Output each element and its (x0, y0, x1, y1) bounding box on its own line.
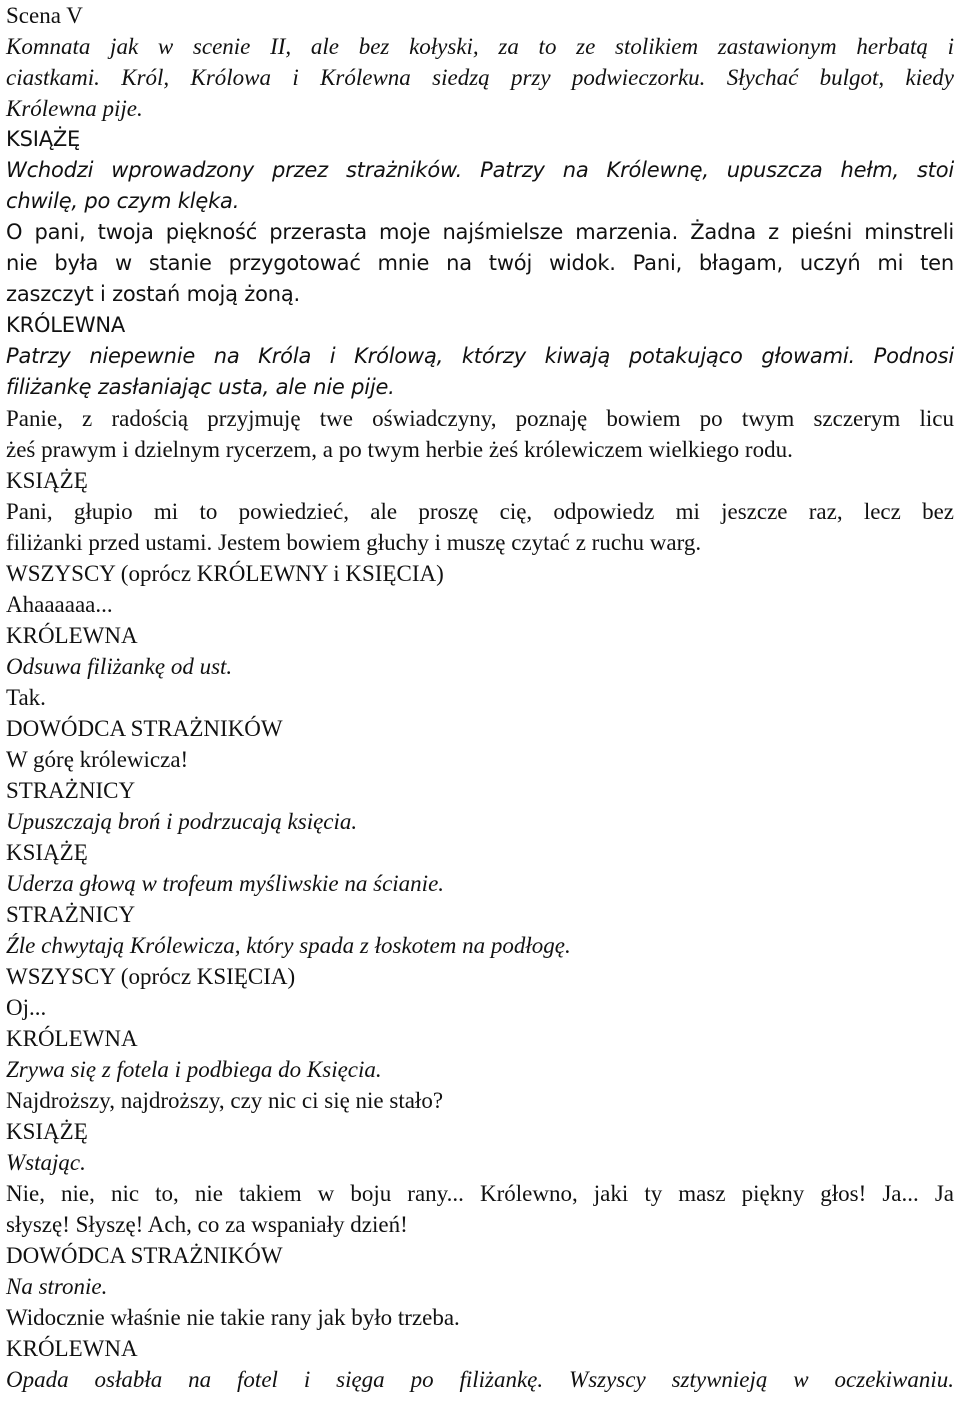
dialogue-line: Widocznie właśnie nie takie rany jak było trzeba. (6, 1305, 460, 1330)
stage-direction: Zrywa się z fotela i podbiega do Księcia. (6, 1057, 382, 1082)
stage-direction: Na stronie. (6, 1274, 108, 1299)
stage-direction: chwilę, po czym klęka. (6, 189, 240, 213)
dialogue-line: nie była w stanie przygotować mnie na twój widok. Pani, błagam, uczyń mi ten (6, 251, 954, 275)
stage-direction: Komnata jak w scenie II, ale bez kołyski, za to ze stolikiem zastawionym herbatą i (6, 34, 954, 59)
character-name: KSIĄŻĘ (6, 840, 88, 865)
stage-direction: Upuszczają broń i podrzucają księcia. (6, 809, 358, 834)
character-name: WSZYSCY (oprócz KRÓLEWNY i KSIĘCIA) (6, 561, 444, 586)
character-name: STRAŻNICY (6, 902, 136, 927)
scene-heading: Scena V (6, 3, 83, 28)
character-name: KRÓLEWNA (6, 1336, 138, 1361)
stage-direction: Patrzy niepewnie na Króla i Królową, którzy kiwają potakująco głowami. Podnosi (6, 344, 954, 368)
stage-direction: Źle chwytają Królewicza, który spada z łoskotem na podłogę. (6, 933, 571, 958)
stage-direction: ciastkami. Król, Królowa i Królewna siedzą przy podwieczorku. Słychać bulgot, kiedy (6, 65, 954, 90)
dialogue-line: Oj... (6, 995, 47, 1020)
stage-direction: Uderza głową w trofeum myśliwskie na ścianie. (6, 871, 445, 896)
character-name: KRÓLEWNA (6, 313, 126, 337)
character-name: KSIĄŻĘ (6, 1119, 88, 1144)
dialogue-line: Panie, z radością przyjmuję twe oświadczyny, poznaję bowiem po twym szczerym licu (6, 406, 954, 431)
character-name: STRAŻNICY (6, 778, 136, 803)
character-name: KRÓLEWNA (6, 1026, 138, 1051)
character-name: DOWÓDCA STRAŻNIKÓW (6, 716, 283, 741)
dialogue-line: Tak. (6, 685, 46, 710)
stage-direction: Wchodzi wprowadzony przez strażników. Patrzy na Królewnę, upuszcza hełm, stoi (6, 158, 954, 182)
dialogue-line: zaszczyt i zostań moją żoną. (6, 282, 300, 306)
character-name: KSIĄŻĘ (6, 468, 88, 493)
character-name: KRÓLEWNA (6, 623, 138, 648)
dialogue-line: filiżanki przed ustami. Jestem bowiem głuchy i muszę czytać z ruchu warg. (6, 530, 702, 555)
character-name: DOWÓDCA STRAŻNIKÓW (6, 1243, 283, 1268)
stage-direction: filiżankę zasłaniając usta, ale nie pije. (6, 375, 395, 399)
dialogue-line: Najdroższy, najdroższy, czy nic ci się nie stało? (6, 1088, 444, 1113)
character-name: WSZYSCY (oprócz KSIĘCIA) (6, 964, 296, 989)
dialogue-line: Ahaaaaaa... (6, 592, 113, 617)
dialogue-line: Nie, nie, nic to, nie takiem w boju rany... Królewno, jaki ty masz piękny głos! Ja... Ja (6, 1181, 954, 1206)
dialogue-line: żeś prawym i dzielnym rycerzem, a po twym herbie żeś królewiczem wielkiego rodu. (6, 437, 793, 462)
dialogue-line: O pani, twoja piękność przerasta moje najśmielsze marzenia. Żadna z pieśni minstreli (6, 220, 954, 244)
stage-direction: Opada osłabła na fotel i sięga po filiżankę. Wszyscy sztywnieją w oczekiwaniu. (6, 1367, 954, 1392)
stage-direction: Królewna pije. (6, 96, 143, 121)
dialogue-line: słyszę! Słyszę! Ach, co za wspaniały dzień! (6, 1212, 408, 1237)
stage-direction: Odsuwa filiżankę od ust. (6, 654, 233, 679)
dialogue-line: W górę królewicza! (6, 747, 189, 772)
stage-direction: Wstając. (6, 1150, 86, 1175)
character-name: KSIĄŻĘ (6, 127, 81, 151)
dialogue-line: Pani, głupio mi to powiedzieć, ale proszę cię, odpowiedz mi jeszcze raz, lecz bez (6, 499, 954, 524)
